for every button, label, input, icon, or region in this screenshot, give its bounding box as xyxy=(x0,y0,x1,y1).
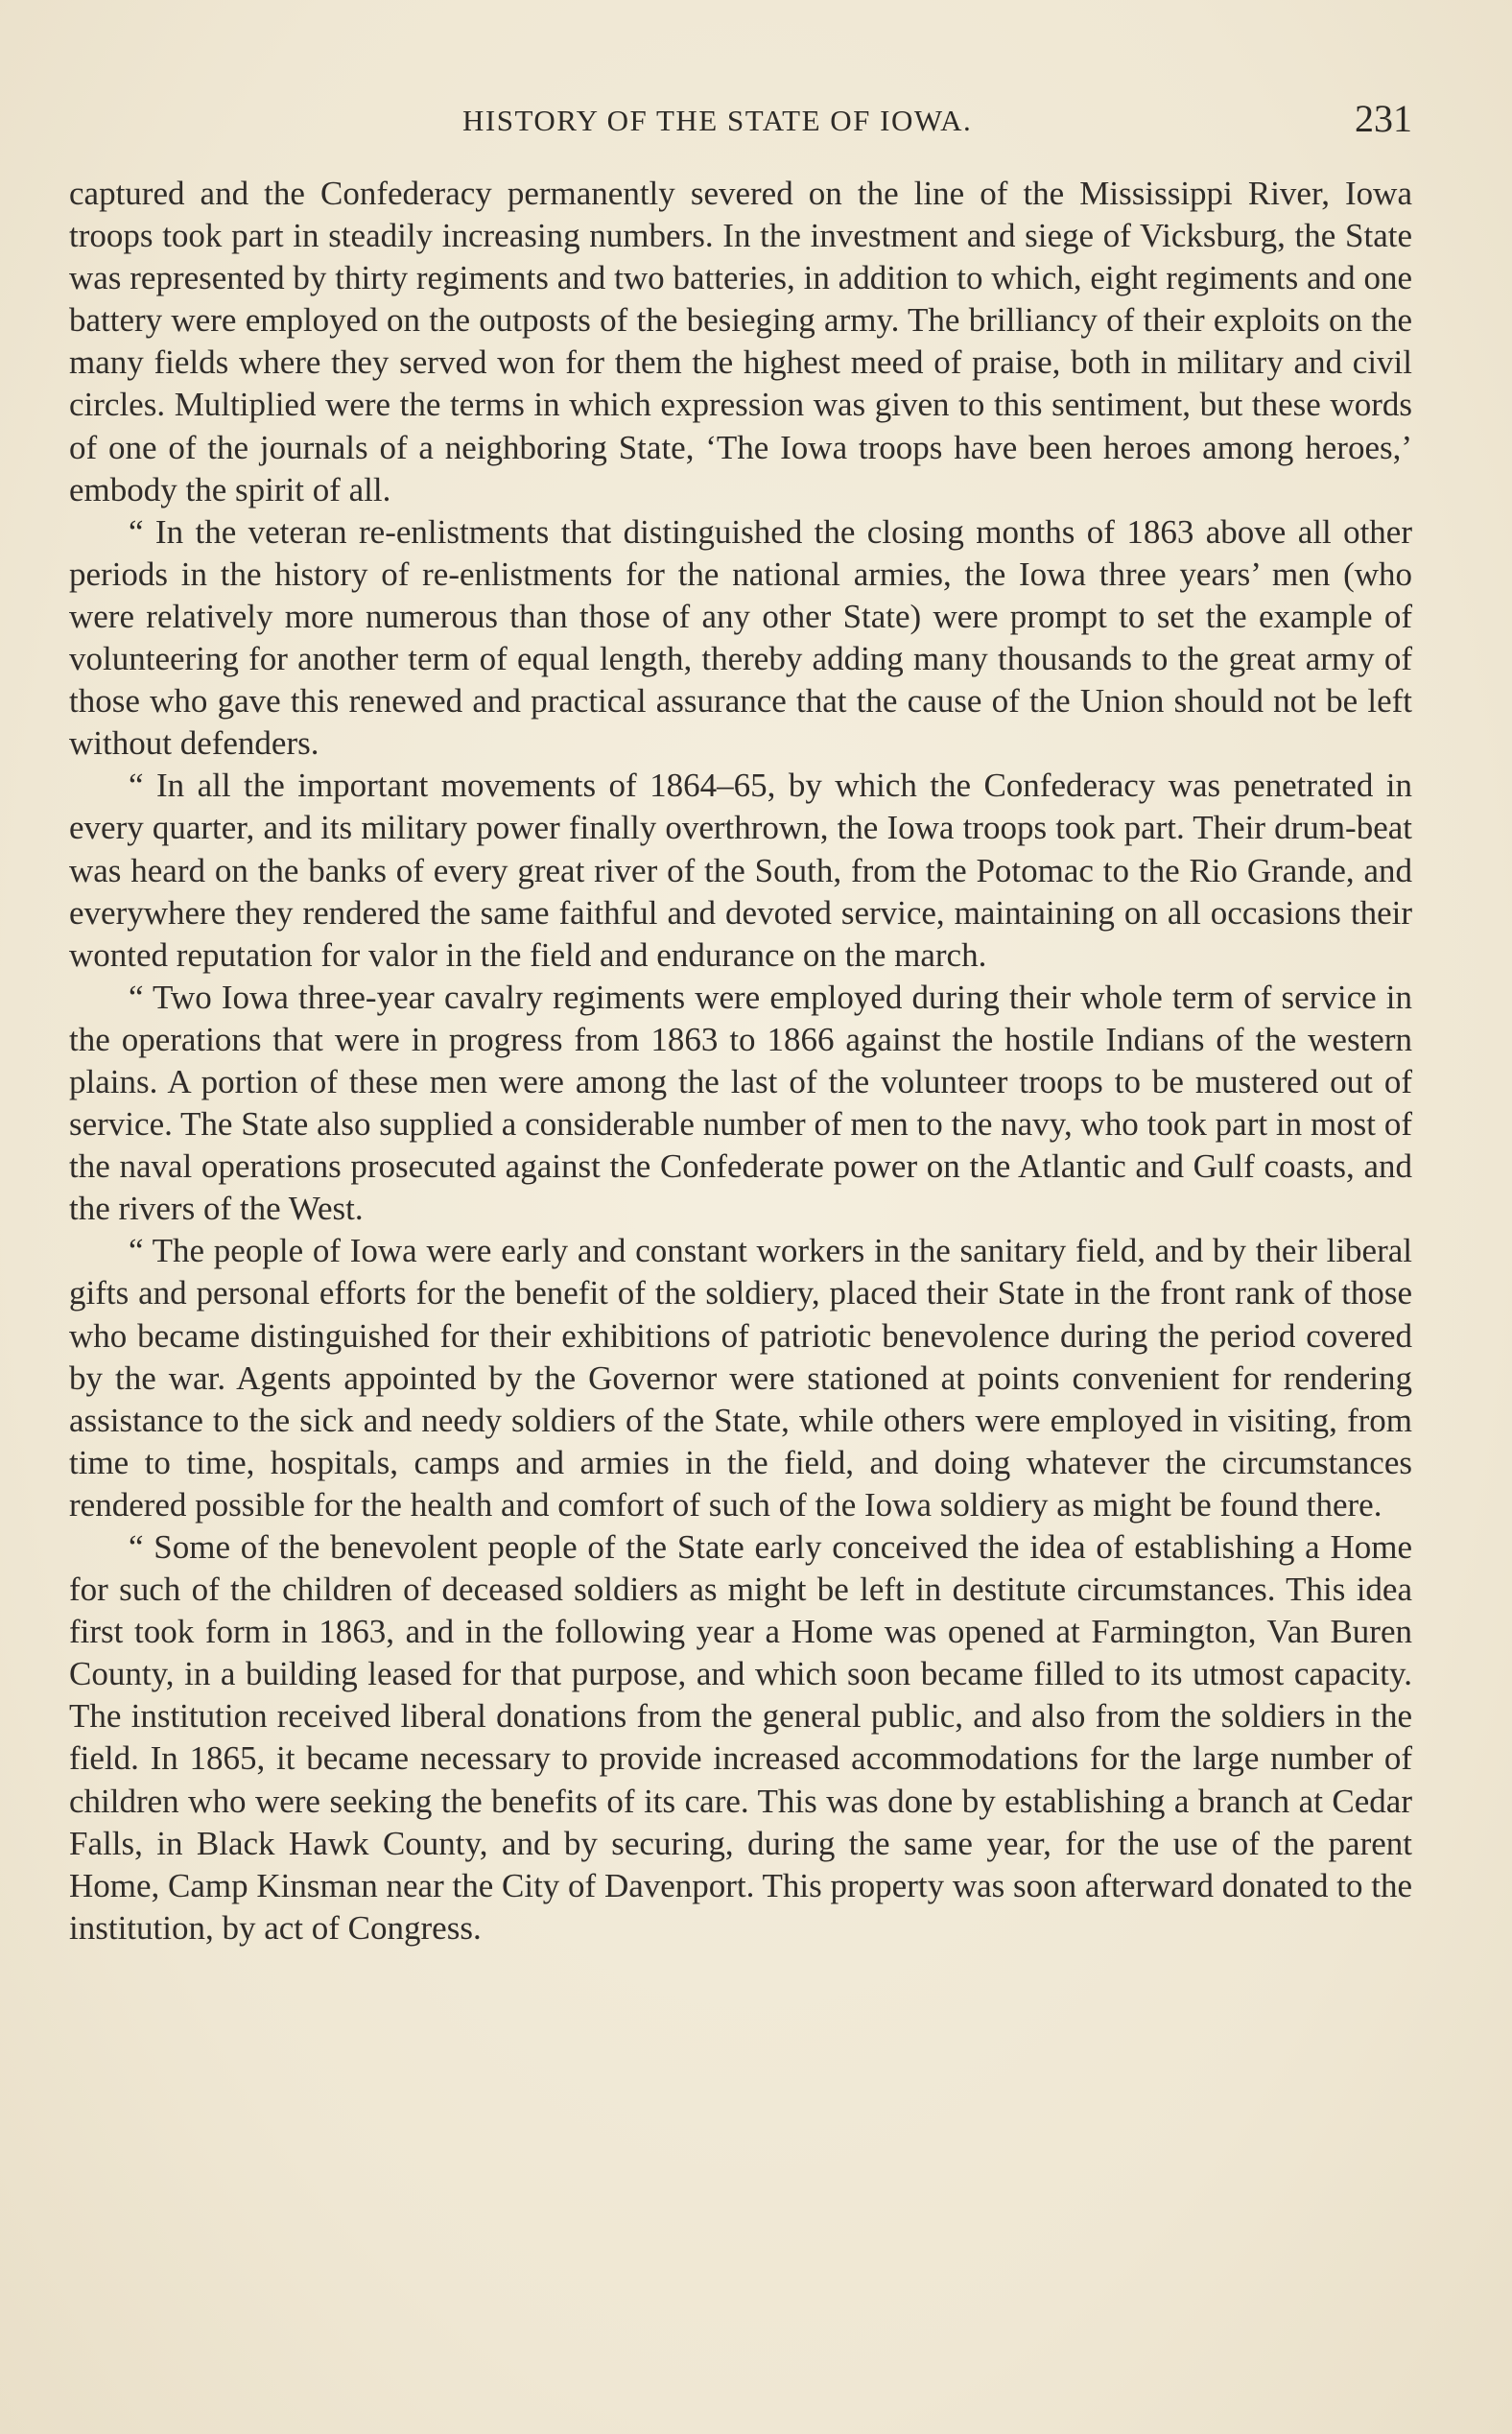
page-number: 231 xyxy=(1355,97,1412,140)
paragraph-reenlistments: “ In the veteran re-enlistments that distinguished the closing months of 1863 above all other periods in the history of re-enlistments for the national armies, the Iowa three years’ men (who were relatively more numerous than those of any other State) were prompt to set the example of volunteering for another term of equal length, thereby adding many thousands to the great army of those who gave this renewed and practical assurance that the cause of the Union should not be left without defenders. xyxy=(69,512,1412,763)
body-text xyxy=(69,173,1412,1950)
paragraph-sanitary-field: “ The people of Iowa were early and constant workers in the sanitary field, and by their liberal gifts and personal efforts for the benefit of the soldiery, placed their State in the front rank of those who became distinguished for their exhibitions of patriotic benevolence during the period covered by the war. Agents appointed by the Governor were stationed at points convenient for rendering assistance to the sick and needy soldiers of the State, while others were employed in visiting, from time to time, hospitals, camps and armies in the field, and doing whatever the circumstances rendered possible for the health and comfort of such of the Iowa soldiery as might be found there. xyxy=(69,1232,1412,1524)
running-head: HISTORY OF THE STATE OF IOWA. xyxy=(462,104,973,137)
paragraph-soldiers-home: “ Some of the benevolent people of the State early conceived the idea of establishing a Home for such of the children of deceased soldiers as might be left in destitute circumstances. This idea first took form in 1863, and in the following year a Home was opened at Farmington, Van Buren County, in a building leased for that purpose, and which soon became filled to its utmost capacity. The institution received liberal donations from the general public, and also from the soldiers in the field. In 1865, it became necessary to provide increased accommodations for the large number of children who were seeking the benefits of its care. This was done by establishing a branch at Cedar Falls, in Black Hawk County, and by securing, during the same year, for the use of the parent Home, Camp Kinsman near the City of Davenport. This property was soon afterward donated to the institution, by act of Congress. xyxy=(69,1528,1412,1947)
paragraph-cavalry-regiments: “ Two Iowa three-year cavalry regiments were employed during their whole term of service in the operations that were in progress from 1863 to 1866 against the hostile Indians of the western plains. A portion of these men were among the last of the volunteer troops to be mustered out of service. The State also supplied a considerable number of men to the navy, who took part in most of the naval operations prosecuted against the Confederate power on the Atlantic and Gulf coasts, and the rivers of the West. xyxy=(69,978,1412,1228)
paragraph-continuation: captured and the Confederacy permanently severed on the line of the Mississippi River, Iowa troops took part in steadily increasing numbers. In the investment and siege of Vicksburg, the State was represented by thirty regiments and two batteries, in addition to which, eight regiments and one battery were employed on the outposts of the besieging army. The brilliancy of their exploits on the many fields where they served won for them the highest meed of praise, both in military and civil circles. Multiplied were the terms in which expression was given to this sentiment, but these words of one of the journals of a neighboring State, ‘The Iowa troops have been heroes among heroes,’ embody the spirit of all. xyxy=(69,175,1412,508)
paragraph-movements-1864-65: “ In all the important movements of 1864–65, by which the Confederacy was penetrated in every quarter, and its military power finally overthrown, the Iowa troops took part. Their drum-beat was heard on the banks of every great river of the South, from the Potomac to the Rio Grande, and everywhere they rendered the same faithful and devoted service, maintaining on all occasions their wonted reputation for valor in the field and endurance on the march. xyxy=(69,767,1412,974)
page-header xyxy=(69,96,1412,163)
